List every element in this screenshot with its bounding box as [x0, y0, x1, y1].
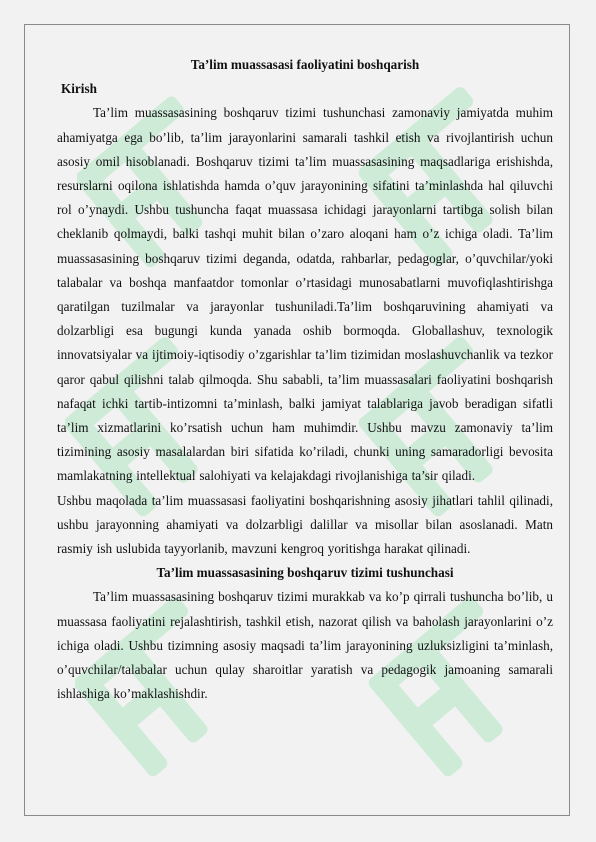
section-heading: Ta’lim muassasasining boshqaruv tizimi tushunchasi	[156, 565, 454, 581]
section-paragraph-1: Ta’lim muassasasining boshqaruv tizimi murakkab va ko’p qirrali tushuncha bo’lib, u muassasa faoliyatini rejalashtirish, tashkil etish, nazorat qilish va baholash jarayonlarini o’z ichiga oladi. Ushbu tizimning asosiy maqsadi ta’lim jarayonining uzluksizligini ta’minlash, o’quvchilar/talabalar uchun qulay sharoitlar yaratish va pedagogik jamoaning samarali ishlashiga ko’maklashishdir.	[57, 589, 553, 702]
intro-paragraph-1: Ta’lim muassasasining boshqaruv tizimi tushunchasi zamonaviy jamiyatda muhim ahamiyatga ega bo’lib, ta’lim jarayonlarini samarali tashkil etish va rivojlantirish uchun asosiy omil hisoblanadi. Boshqaruv tizimi ta’lim muassasasining maqsadlariga erishishda, resurslarni oqilona ishlatishda hamda o’quv jarayonining sifatini ta’minlashda hal qiluvchi rol o’ynaydi. Ushbu tushuncha faqat muassasa ichidagi jarayonlarni tartibga solish bilan cheklanib qolmaydi, balki tashqi muhit bilan o’zaro aloqani ham o’z ichiga oladi. Ta’lim muassasasining boshqaruv tizimi deganda, odatda, rahbarlar, pedagoglar, o’quvchilar/yoki talabalar va boshqa manfaatdor tomonlar o’rtasidagi munosabatlarni muvofiqlashtirishga qaratilgan tuzilmalar va jarayonlar tushuniladi.Ta’lim boshqaruvining ahamiyati va dolzarbligi esa bugungi kunda yanada oshib bormoqda. Globallashuv, texnologik innovatsiyalar va ijtimoiy-iqtisodiy o’zgarishlar ta’lim tizimidan moslashuvchanlik va tezkor qaror qabul qilishni talab qilmoqda. Shu sababli, ta’lim muassasalari faoliyatini boshqarish nafaqat ichki tartib-intizomni ta’minlash, balki jamiyat talablariga javob beradigan sifatli ta’lim xizmatlarini ko’rsatish uchun ham muhimdir. Ushbu mavzu zamonaviy ta’lim tizimining asosiy masalalardan biri sifatida ko’riladi, chunki uning samaradorligi bevosita mamlakatning intellektual salohiyati va kelajakdagi rivojlanishiga ta’sir qiladi.	[57, 105, 553, 484]
document-body	[57, 53, 553, 706]
intro-paragraph-2: Ushbu maqolada ta’lim muassasasi faoliyatini boshqarishning asosiy jihatlari tahlil qilinadi, ushbu jarayonning ahamiyati va dolzarbligi dalillar va misollar bilan asoslanadi. Matn rasmiy ish uslubida tayyorlanib, mavzuni kengroq yoritishga harakat qilinadi.	[57, 492, 553, 557]
document-page	[24, 24, 570, 816]
intro-heading: Kirish	[61, 81, 97, 97]
document-title: Ta’lim muassasasi faoliyatini boshqarish	[190, 57, 420, 72]
